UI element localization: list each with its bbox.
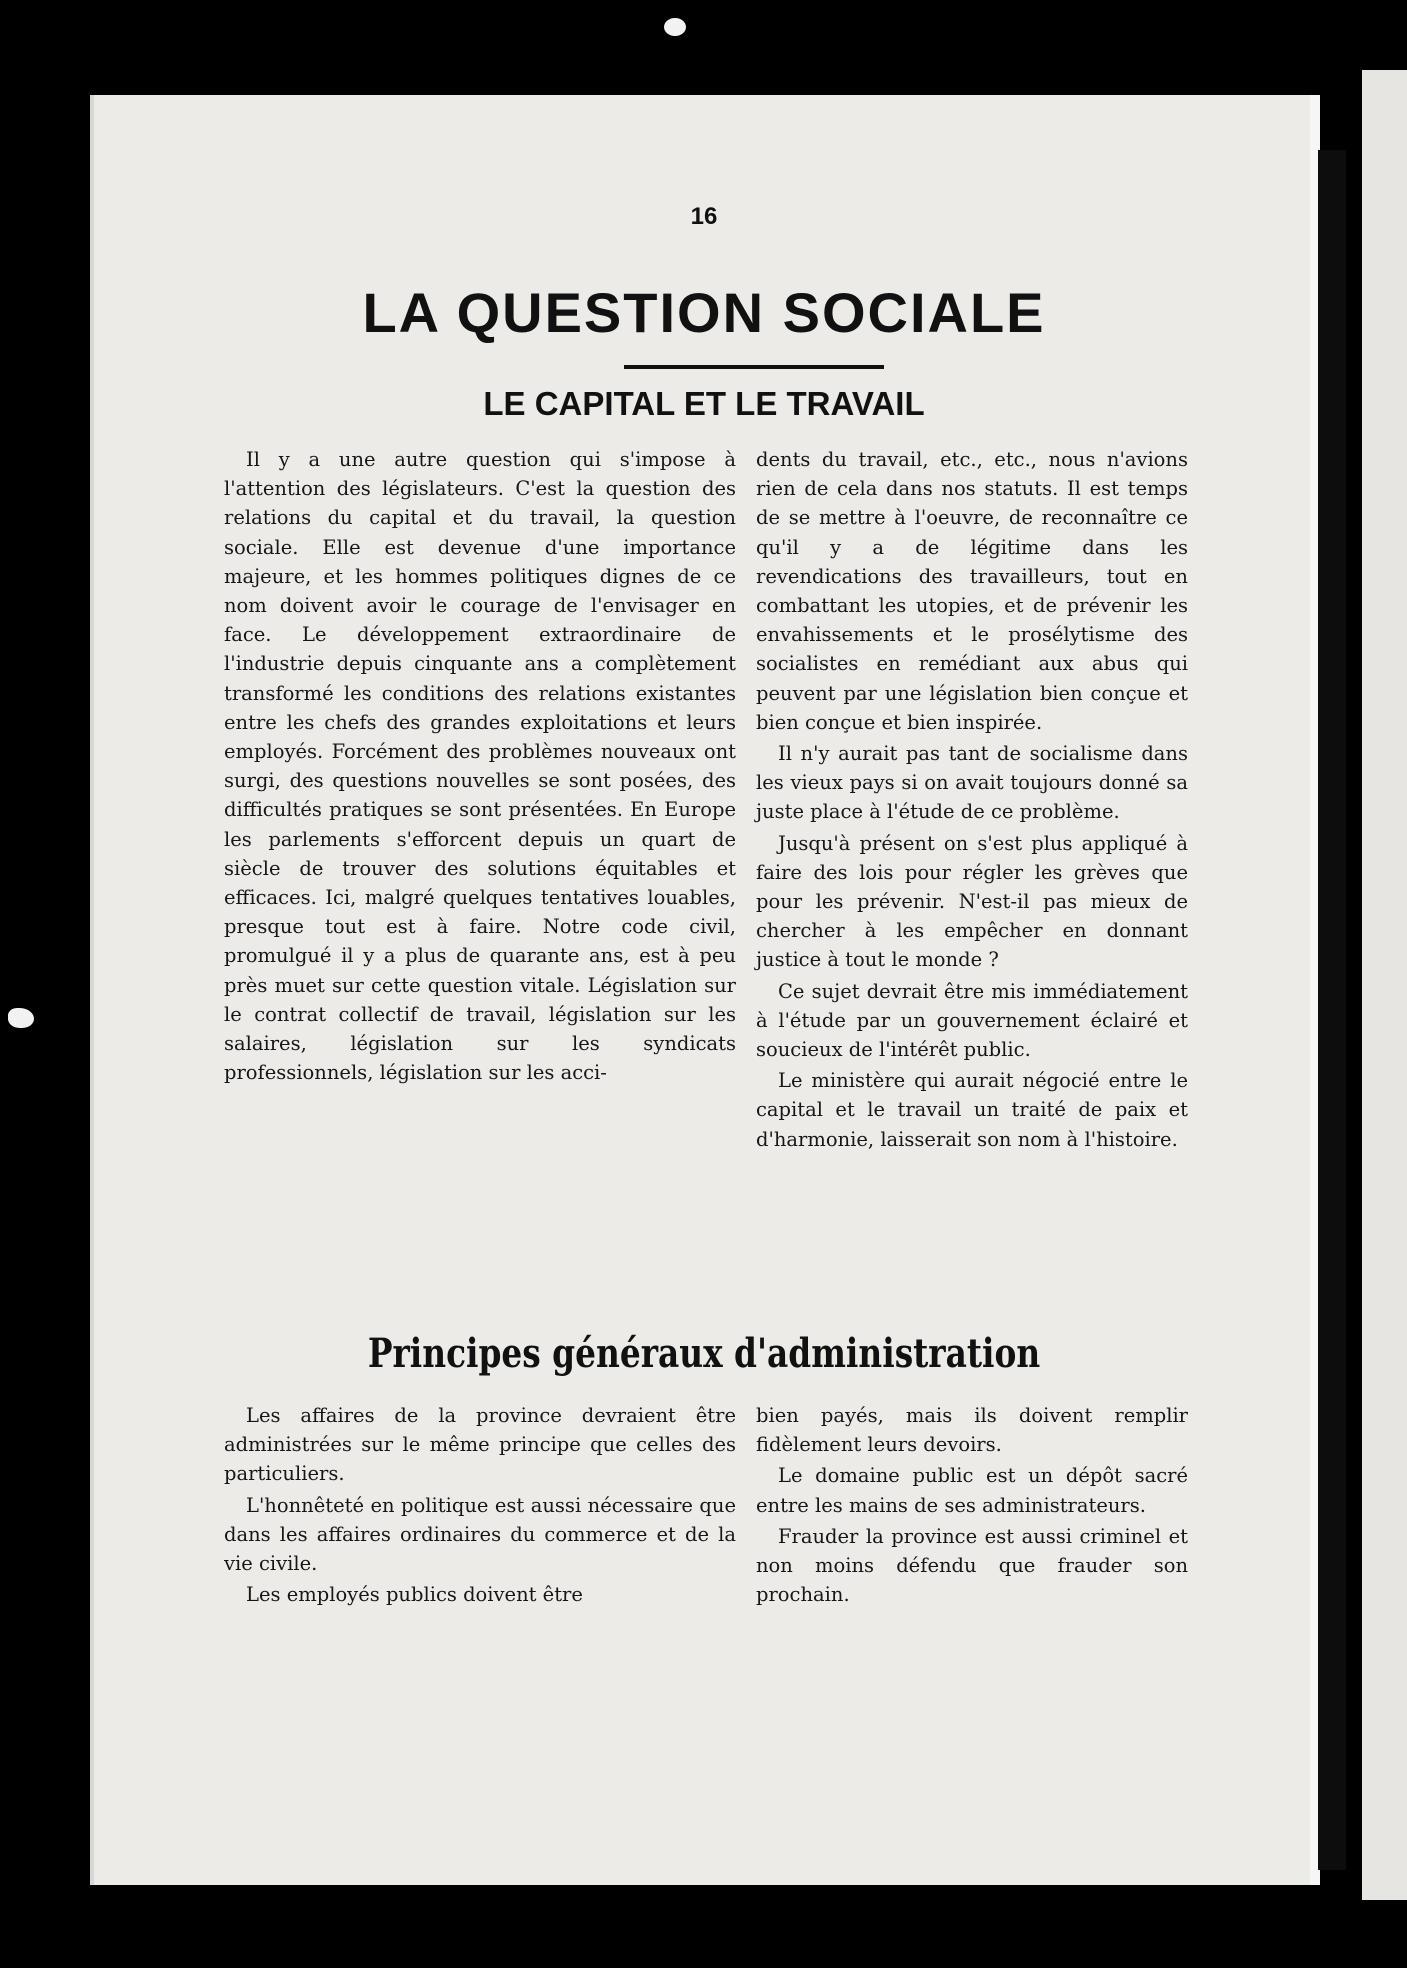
scan-artifact-left <box>8 1008 34 1028</box>
article1-column-left <box>224 445 736 1087</box>
paragraph: L'honnêteté en politique est aussi nécessaire que dans les affaires ordinaires du commerce et de la vie civile. <box>224 1493 736 1576</box>
paragraph: Le ministère qui aurait négocié entre le capital et le travail un traité de paix et d'harmonie, laisserait son nom à l'histoire. <box>756 1069 1188 1151</box>
article2-column-left <box>224 1401 736 1609</box>
article-subtitle: LE CAPITAL ET LE TRAVAIL <box>483 385 925 422</box>
document-page <box>90 95 1314 1885</box>
title-divider <box>624 365 884 369</box>
page-title: LA QUESTION SOCIALE <box>362 281 1046 344</box>
paragraph: Frauder la province est aussi criminel et non moins défendu que frauder son prochain. <box>756 1524 1188 1607</box>
paragraph: Ce sujet devrait être mis immédiatement à l'étude par un gouvernement éclairé et soucieux de l'intérêt public. <box>756 979 1188 1062</box>
page-number: 16 <box>690 203 718 230</box>
paragraph: Il n'y aurait pas tant de socialisme dans les vieux pays si on avait toujours donné sa juste place à l'étude de ce problème. <box>756 742 1188 824</box>
paragraph: Le domaine public est un dépôt sacré entre les mains de ses administrateurs. <box>756 1464 1188 1517</box>
paragraph: Les employés publics doivent être <box>246 1583 583 1607</box>
adjacent-page <box>1362 70 1407 1900</box>
page-fold-shadow <box>1318 150 1346 1870</box>
article2-column-right <box>756 1401 1188 1609</box>
paragraph: Les affaires de la province devraient être administrées sur le même principe que celles des particuliers. <box>224 1404 736 1486</box>
paragraph: dents du travail, etc., etc., nous n'avions rien de cela dans nos statuts. Il est temps de se mettre à l'oeuvre, de reconnaître ce qu'il y a de légitime dans les revendications des travailleurs, tout en combattant les utopies, et de prévenir les envahissements et le prosélytisme des socialistes en remédiant aux abus qui peuvent par une législation bien conçue et bien conçue et bien inspirée. <box>756 448 1188 734</box>
paragraph: bien payés, mais ils doivent remplir fidèlement leurs devoirs. <box>756 1404 1188 1457</box>
paragraph: Jusqu'à présent on s'est plus appliqué à faire des lois pour régler les grèves que pour les prévenir. N'est-il pas mieux de chercher à les empêcher en donnant justice à tout le monde ? <box>756 831 1188 972</box>
paragraph: Il y a une autre question qui s'impose à l'attention des législateurs. C'est la question des relations du capital et du travail, la question sociale. Elle est devenue d'une importance majeure, et les hommes politiques dignes de ce nom doivent avoir le courage de l'envisager en face. Le développement extraordinaire de l'industrie depuis cinquante ans a complètement transformé les conditions des relations existantes entre les chefs des grandes exploitations et leurs employés. Forcément des problèmes nouveaux ont surgi, des questions nouvelles se sont posées, des difficultés pratiques se sont présentées. En Europe les parlements s'efforcent depuis un quart de siècle de trouver des solutions équitables et efficaces. Ici, malgré quelques tentatives louables, presque tout est à faire. Notre code civil, promulgué il y a plus de quarante ans, est à peu près muet sur cette question vitale. Législation sur le contrat collectif de travail, législation sur les salaires, législation sur les syndicats professionnels, législation sur les acci- <box>224 448 736 1085</box>
scan-artifact-top <box>664 18 686 36</box>
section-title: Principes généraux d'administration <box>367 1330 1041 1377</box>
article1-column-right <box>756 445 1188 1154</box>
